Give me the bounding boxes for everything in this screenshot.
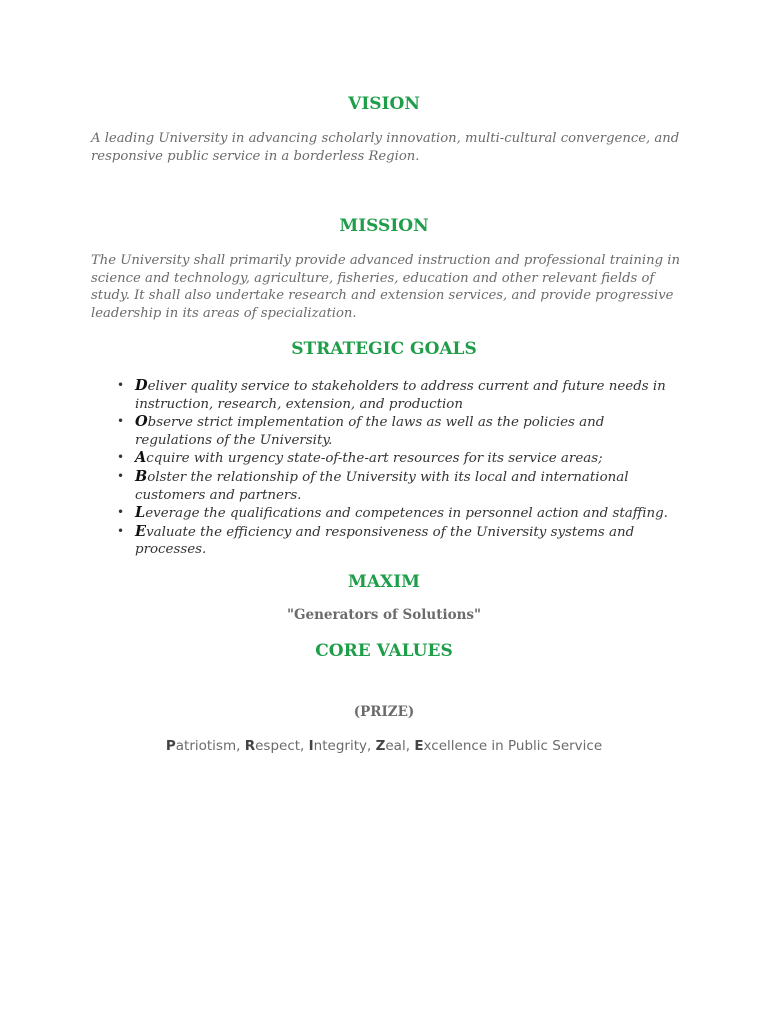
list-item xyxy=(117,449,677,468)
bullet-icon: • xyxy=(117,378,125,392)
goal-initial: E xyxy=(135,522,147,540)
goal-text: olster the relationship of the University with its local and international customers and partners. xyxy=(135,469,629,503)
list-item xyxy=(117,468,677,504)
core-value-initial: E xyxy=(414,738,424,754)
core-values-list xyxy=(0,737,768,755)
goal-initial: A xyxy=(135,449,147,467)
core-value-text: eal xyxy=(385,738,406,754)
bullet-icon: • xyxy=(117,505,125,520)
maxim-quote: "Generators of Solutions" xyxy=(286,607,482,623)
goal-initial: L xyxy=(135,504,146,522)
goal-initial: B xyxy=(135,467,148,485)
core-value-separator: , xyxy=(366,738,376,754)
maxim-heading: MAXIM xyxy=(348,572,420,592)
core-value-initial: P xyxy=(165,738,176,754)
list-item xyxy=(117,523,677,559)
mission-text: The University shall primarily provide advanced instruction and professional training in science and technology, agriculture, fisheries, education and other relevant fields of study. It shall also undertake research and extension services, and provide progressive leadership in its areas of specialization. xyxy=(91,253,680,321)
goal-text: valuate the efficiency and responsiveness of the University systems and processes. xyxy=(135,524,635,558)
core-value-initial: Z xyxy=(375,738,386,754)
list-item xyxy=(117,413,677,449)
core-value-text: atriotism xyxy=(175,738,237,754)
core-value-initial: I xyxy=(308,738,314,754)
goal-initial: O xyxy=(135,413,148,431)
goal-text: eliver quality service to stakeholders to address current and future needs in instruction, research, extension, and production xyxy=(135,379,666,412)
list-item xyxy=(117,504,677,523)
core-value-initial: R xyxy=(244,738,256,754)
goal-text: everage the qualifications and competences in personnel action and staffing. xyxy=(145,506,668,522)
goal-initial: D xyxy=(135,377,148,394)
strategic-goals-heading: STRATEGIC GOALS xyxy=(291,339,477,359)
vision-text: A leading University in advancing scholarly innovation, multi-cultural convergence, and responsive public service in a borderless Region. xyxy=(91,131,680,164)
bullet-icon: • xyxy=(117,468,125,483)
goal-text: cquire with urgency state-of-the-art resources for its service areas; xyxy=(146,451,603,467)
core-values-acronym: (PRIZE) xyxy=(353,704,415,720)
strategic-goals-list xyxy=(117,377,677,559)
list-item xyxy=(117,377,677,413)
bullet-icon: • xyxy=(117,414,125,429)
core-value-separator: , xyxy=(236,738,245,754)
goal-text: bserve strict implementation of the laws as well as the policies and regulations of the University. xyxy=(135,415,605,448)
core-values-heading: CORE VALUES xyxy=(315,641,453,661)
core-value-text: xcellence in Public Service xyxy=(423,738,603,754)
core-value-separator: , xyxy=(405,738,415,754)
bullet-icon: • xyxy=(117,523,125,538)
vision-heading: VISION xyxy=(348,94,420,114)
mission-heading: MISSION xyxy=(339,216,429,236)
bullet-icon: • xyxy=(117,450,125,465)
core-value-text: ntegrity xyxy=(313,738,367,754)
core-value-text: espect xyxy=(255,738,301,754)
core-value-separator: , xyxy=(300,738,309,754)
